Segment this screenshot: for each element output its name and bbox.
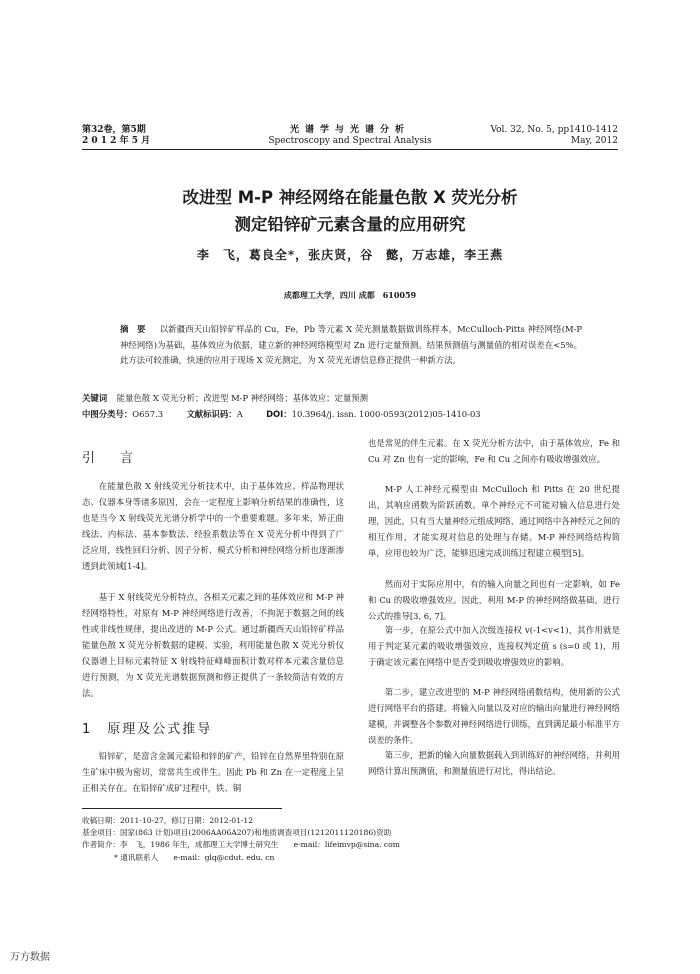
title-line-2: 测定铅锌矿元素含量的应用研究 (234, 215, 466, 234)
doc-value: A (236, 409, 243, 419)
classification (82, 406, 618, 422)
paper-title (82, 184, 618, 238)
header-rule (82, 149, 618, 150)
volume-info (490, 125, 618, 147)
vol-en: Vol. 32, No. 5, pp1410-1412 (490, 125, 618, 135)
doi-value: 10.3964/j. issn. 1000-0593(2012)05-1410-03 (291, 409, 481, 419)
doc-label: 文献标识码： (186, 409, 237, 419)
intro-paragraph-2: 基于 X 射线荧光分析特点，各相关元素之间的基体效应和 M-P 神经网络特性，对原有 M-P 神经网络进行改善，不拘泥于数据之间的线性或非线性规律，提出改进的 M-P 公式。通过新疆西天山铅锌矿样品能量色散 X 荧光分析数据的建模、实验，利用能量色散 X 荧光分析仪仪器谱上目标元素特征 X 射线特征峰峰面积计数对样本元素含量信息进行预测，为 X 荧光光谱数据预测和修正提供了一条较简洁有效的方法。 (82, 592, 344, 698)
journal-en: Spectroscopy and Spectral Analysis (268, 136, 432, 146)
issue-cn: 第32卷，第5期 (82, 125, 146, 135)
section-1-paragraph: 铅锌矿，是富含金属元素铅和锌的矿产，铅锌在自然界里特别在原生矿床中极为密切，常常共生或伴生。因此 Pb 和 Zn 在一定程度上呈正相关存在。在铅锌矿成矿过程中，铁、铜 (82, 751, 344, 793)
received-date: 收稿日期：2011-10-27，修订日期：2012-01-12 (82, 816, 254, 825)
affiliation: 成都理工大学，四川 成都 610059 (283, 290, 417, 300)
watermark: 万方数据 (10, 952, 50, 963)
journal-cn: 光谱学与光谱分析 (289, 125, 410, 135)
right-paragraph-5: 第三步，把新的输入向量数据载入到训练好的神经网络，并利用网络计算出预测值，和测量值进行对比，得出结论。 (368, 750, 620, 776)
footnote-rule (82, 808, 282, 809)
title-line-1: 改进型 M-P 神经网络在能量色散 X 荧光分析 (182, 188, 518, 207)
right-paragraph-3: 第一步，在原公式中加入次级连接权 v(-1<v<1)，其作用就是用于判定某元素的吸收增强效应，连接权判定值 s (s=0 或 1)，用于确定该元素在网络中是否受到吸收增强效应的影响。 (368, 625, 620, 667)
author-bio: 作者简介：李 飞，1986 年生，成都理工大学博士研究生 e-mail：lifeimvp@sina. com (82, 840, 400, 850)
abstract (120, 322, 582, 369)
author-list: 李 飞，葛良全*，张庆贤，谷 懿，万志雄，李王燕 (196, 248, 504, 262)
section-1-heading: 1 原理及公式推导 (82, 722, 213, 737)
footnote (82, 815, 482, 864)
keywords-block (82, 390, 618, 422)
right-paragraph-2: 然而对于实际应用中，有的输入向量之间也有一定影响，如 Fe 和 Cu 的吸收增强效应。因此，利用 M-P 的神经网络做基础，进行公式的推导[3, 6, 7]。 (368, 579, 620, 621)
doi-label: DOI： (266, 409, 292, 419)
clc-label: 中图分类号： (82, 409, 133, 419)
intro-paragraph-1: 在能量色散 X 射线荧光分析技术中，由于基体效应、样品物理状态、仪器本身等诸多原因，会在一定程度上影响分析结果的准确性，这也是当今 X 射线荧光光谱分析学中的一个重要难题。多年来，矫正曲线法、内标法、基本参数法、经验系数法等在 X 荧光分析中得到了广泛应用，线性回归分析、因子分析、模式分析和神经网络分析也逐渐渗透到此领域[1-4]。 (82, 481, 344, 571)
issue-info (82, 125, 150, 147)
right-paragraph-0: 也是常见的伴生元素。在 X 荧光分析方法中，由于基体效应，Fe 和 Cu 对 Zn 也有一定的影响，Fe 和 Cu 之间亦有吸收增强效应。 (368, 438, 620, 464)
clc-value: O657.3 (132, 409, 164, 419)
keywords-text: 能量色散 X 荧光分析；改进型 M-P 神经网络；基体效应；定量预测 (116, 393, 369, 403)
keywords-label: 关键词 (82, 393, 108, 403)
corresponding-author: * 通讯联系人 e-mail：glq@cdut. edu. cn (114, 852, 275, 862)
intro-heading: 引 言 (82, 451, 140, 466)
date-en: May, 2012 (570, 136, 618, 146)
year-cn: 2 0 1 2 年 5 月 (82, 136, 151, 146)
right-paragraph-4: 第二步，建立改进型的 M-P 神经网络函数结构，使用新的公式进行网络平台的搭建。将输入向量以及对应的输出向量进行神经网络建模，并调整各个参数对神经网络进行训练，直到满足最小标准平方误差的条件。 (368, 687, 620, 745)
fund-info: 基金项目：国家(863 计划)项目(2006AA06A207)和地质调查项目(1212011120186)资助 (82, 828, 392, 838)
abstract-label: 摘 要 (120, 324, 146, 334)
abstract-text: 以新疆西天山铅锌矿样品的 Cu，Fe，Pb 等元素 X 荧光测量数据做训练样本，McCulloch-Pitts 神经网络(M-P 神经网络)为基础，基体效应为依据，建立新的神经网络模型对 Zn 进行定量预测。结果预测值与测量值的相对误差在<5%。此方法可较准确，快速的应用于现场 X 荧光测定，为 X 荧光光谱信息修正提供一种新方法。 (120, 324, 582, 366)
keywords (82, 390, 618, 406)
right-paragraph-1: M-P 人工神经元模型由 McCulloch 和 Pitts 在 20 世纪提出，其响应函数为阶跃函数。单个神经元不可能对输入信息进行处理，因此，只有当大量神经元组成网络，通过网络中各神经元之间的相互作用，才能实现对信息的处理与存储。M-P 神经网络结构简单，应用也较为广泛，能够迅速完成训练过程建立模型[5]。 (368, 484, 620, 558)
journal-name (230, 125, 470, 147)
